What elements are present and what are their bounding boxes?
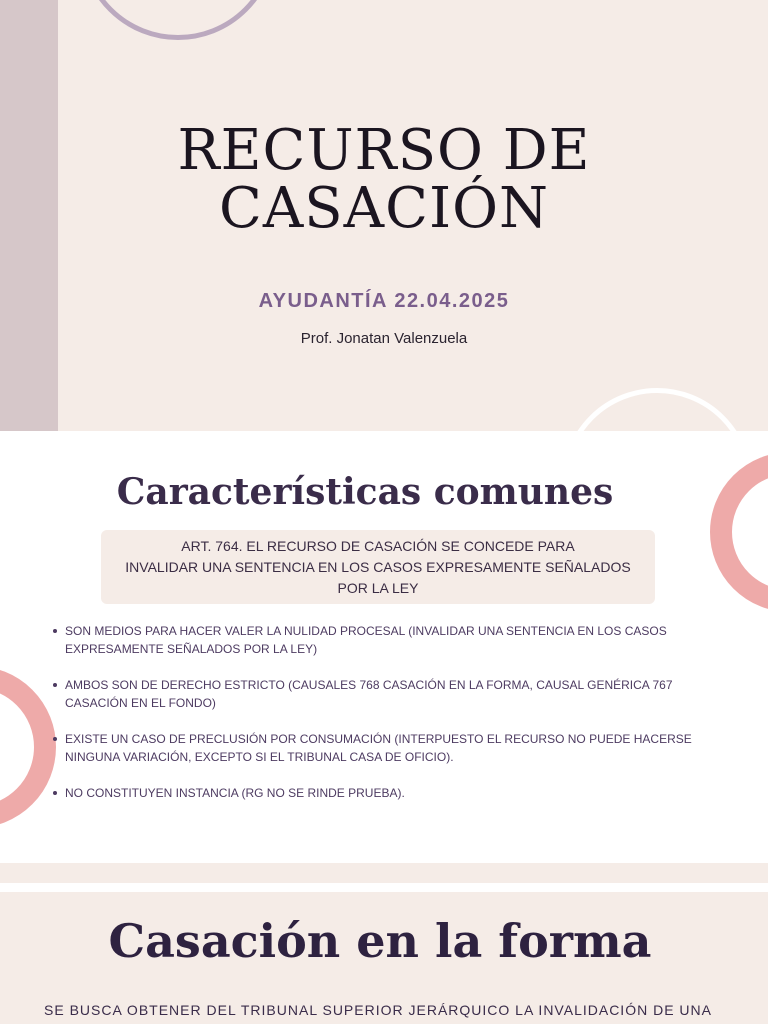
- presentation-title: [0, 118, 768, 241]
- list-item: EXISTE UN CASO DE PRECLUSIÓN POR CONSUMACIÓN (INTERPUESTO EL RECURSO NO PUEDE HACERSE NINGUNA VARIACIÓN, EXCEPTO SI EL TRIBUNAL CASA DE OFICIO).: [65, 730, 715, 766]
- title-line-2: CASACIÓN: [219, 176, 549, 241]
- list-item: NO CONSTITUYEN INSTANCIA (RG NO SE RINDE PRUEBA).: [65, 784, 715, 802]
- slide-heading: Casación en la forma: [108, 914, 652, 968]
- professor-name: Prof. Jonatan Valenzuela: [300, 330, 468, 347]
- slide-divider: [0, 863, 768, 883]
- list-item: SON MEDIOS PARA HACER VALER LA NULIDAD PROCESAL (INVALIDAR UNA SENTENCIA EN LOS CASOS EXPRESAMENTE SEÑALADOS POR LA LEY): [65, 622, 715, 658]
- common-characteristics-slide: [0, 431, 768, 863]
- title-line-1: RECURSO DE: [177, 118, 591, 183]
- characteristics-list: [65, 622, 715, 820]
- article-line-1: ART. 764. EL RECURSO DE CASACIÓN SE CONCEDE PARA: [181, 537, 575, 554]
- form-cassation-slide: [0, 892, 768, 1024]
- article-text: [125, 536, 630, 599]
- slide-body-text: SE BUSCA OBTENER DEL TRIBUNAL SUPERIOR JERÁRQUICO LA INVALIDACIÓN DE UNA: [44, 1002, 712, 1018]
- ring-decoration-top: [80, 0, 276, 40]
- ring-decoration-left: [0, 666, 56, 828]
- list-item: AMBOS SON DE DERECHO ESTRICTO (CAUSALES 768 CASACIÓN EN LA FORMA, CAUSAL GENÉRICA 767 CASACIÓN EN EL FONDO): [65, 676, 715, 712]
- slide-heading: Características comunes: [116, 471, 614, 513]
- ring-decoration-bottom: [562, 388, 752, 431]
- article-line-3: POR LA LEY: [337, 579, 419, 596]
- title-slide: [0, 0, 768, 431]
- article-quote-box: [101, 530, 655, 604]
- session-date: AYUDANTÍA 22.04.2025: [258, 290, 510, 312]
- article-line-2: INVALIDAR UNA SENTENCIA EN LOS CASOS EXPRESAMENTE SEÑALADOS: [125, 558, 631, 575]
